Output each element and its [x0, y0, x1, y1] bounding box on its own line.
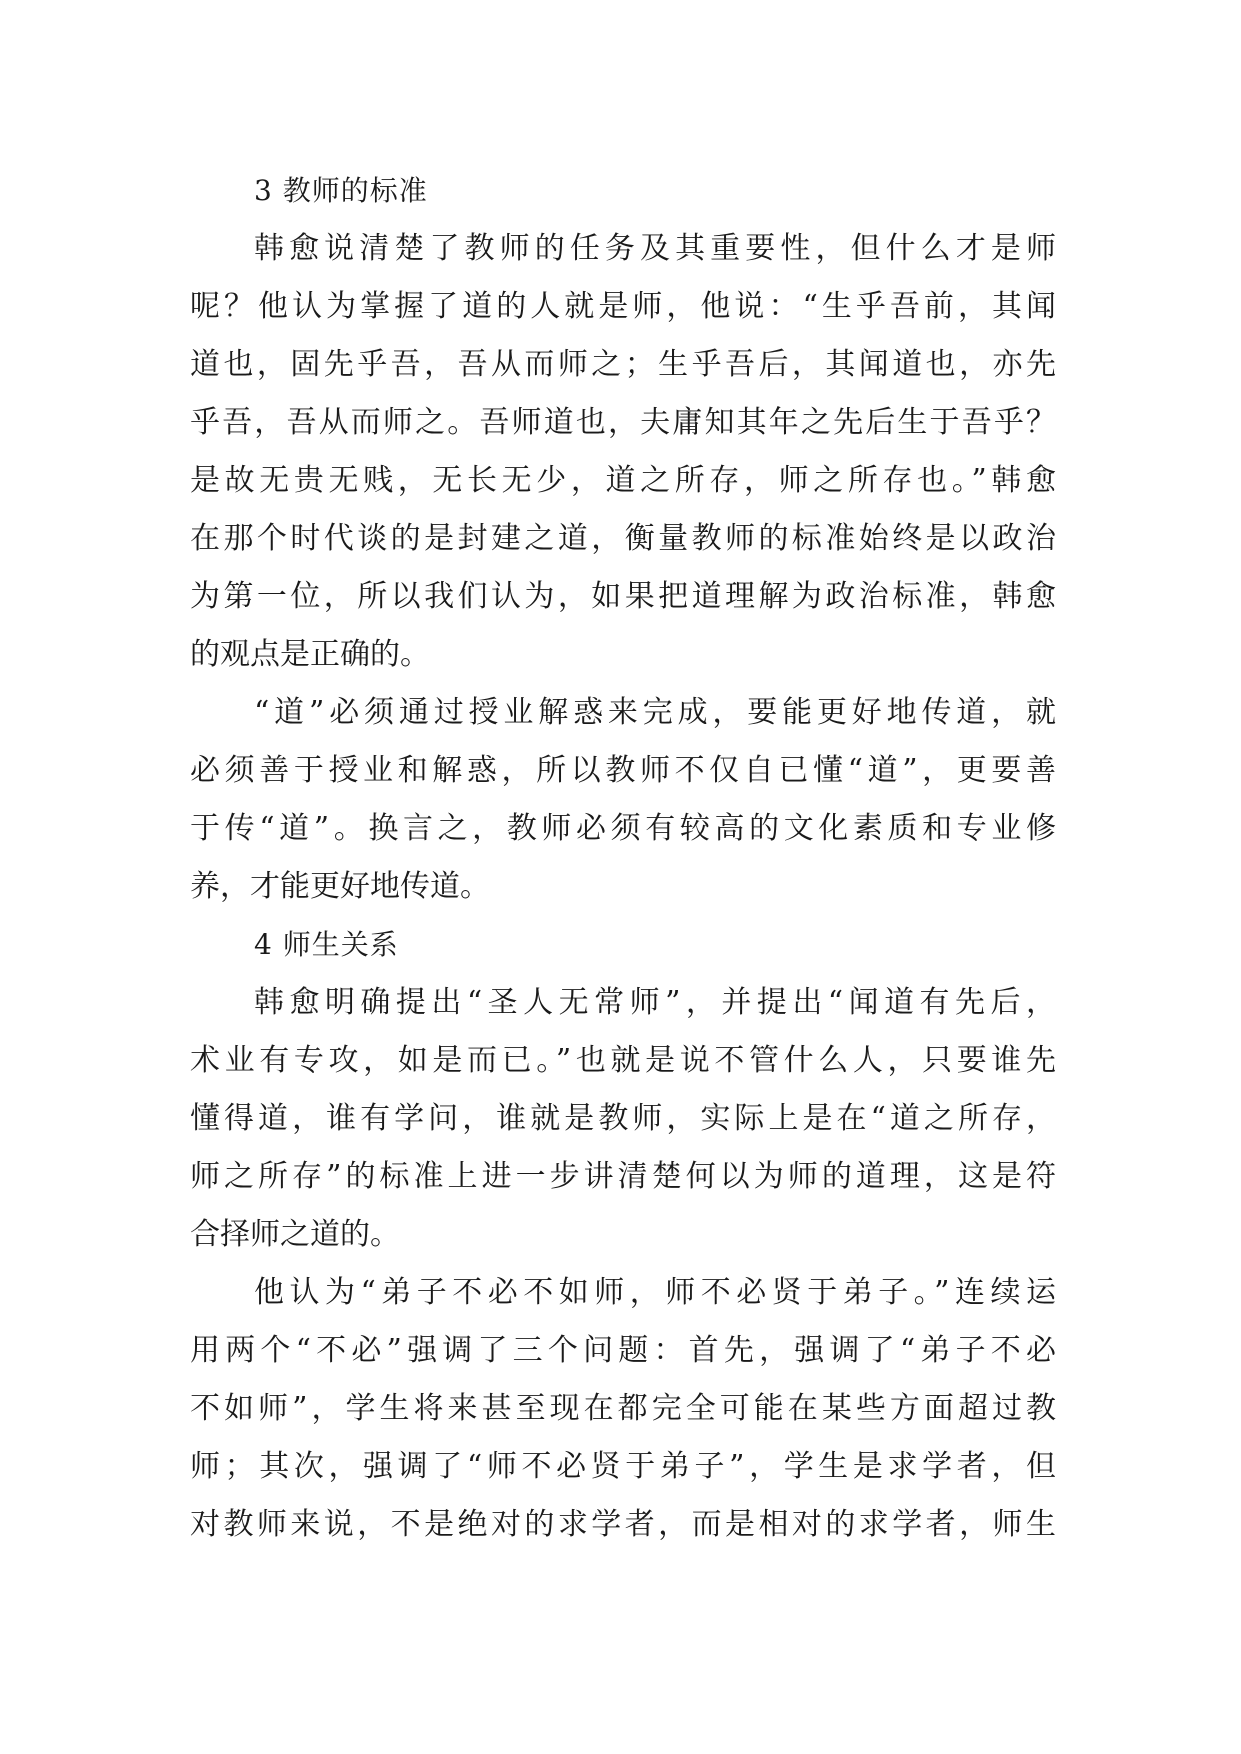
paragraph	[190, 974, 1056, 1264]
text-line: “道”必须通过授业解惑来完成，要能更好地传道，就	[254, 695, 1056, 730]
text-line: 在那个时代谈的是封建之道，衡量教师的标准始终是以政治	[190, 521, 1056, 556]
text-line: 于传“道”。换言之，教师必须有较高的文化素质和专业修	[190, 811, 1056, 846]
text-line: 韩愈明确提出“圣人无常师”，并提出“闻道有先后，	[254, 985, 1056, 1020]
text-line: 韩愈说清楚了教师的任务及其重要性，但什么才是师	[254, 231, 1056, 266]
text-line: 师之所存”的标准上进一步讲清楚何以为师的道理，这是符	[190, 1159, 1056, 1194]
text-line: 不如师”，学生将来甚至现在都完全可能在某些方面超过教	[190, 1391, 1056, 1426]
text-line: 用两个“不必”强调了三个问题：首先，强调了“弟子不必	[190, 1333, 1056, 1368]
text-line: 必须善于授业和解惑，所以教师不仅自已懂“道”，更要善	[190, 753, 1056, 788]
text-line: 合择师之道的。	[190, 1217, 400, 1252]
section-heading-teacher-standard: 3 教师的标准	[254, 174, 428, 207]
text-line: 师；其次，强调了“师不必贤于弟子”，学生是求学者，但	[190, 1449, 1056, 1484]
text-line: 的观点是正确的。	[190, 637, 430, 672]
section-heading-teacher-student-relationship: 4 师生关系	[254, 928, 399, 961]
text-line: 术业有专攻，如是而已。”也就是说不管什么人，只要谁先	[190, 1043, 1056, 1078]
text-line: 为第一位，所以我们认为，如果把道理解为政治标准，韩愈	[190, 579, 1056, 614]
paragraph	[190, 1264, 1056, 1554]
paragraph	[190, 220, 1056, 684]
text-line: 对教师来说，不是绝对的求学者，而是相对的求学者，师生	[190, 1507, 1056, 1542]
text-line: 道也，固先乎吾，吾从而师之；生乎吾后，其闻道也，亦先	[190, 347, 1056, 382]
paragraph	[190, 684, 1056, 916]
text-line: 呢？他认为掌握了道的人就是师，他说：“生乎吾前，其闻	[190, 289, 1056, 324]
text-line: 他认为“弟子不必不如师，师不必贤于弟子。”连续运	[254, 1275, 1056, 1310]
document-body	[190, 162, 1056, 1554]
text-line: 乎吾，吾从而师之。吾师道也，夫庸知其年之先后生于吾乎？	[190, 405, 1056, 440]
text-line: 是故无贵无贱，无长无少，道之所存，师之所存也。”韩愈	[190, 463, 1056, 498]
text-line: 养，才能更好地传道。	[190, 869, 490, 904]
text-line: 懂得道，谁有学问，谁就是教师，实际上是在“道之所存，	[190, 1101, 1056, 1136]
